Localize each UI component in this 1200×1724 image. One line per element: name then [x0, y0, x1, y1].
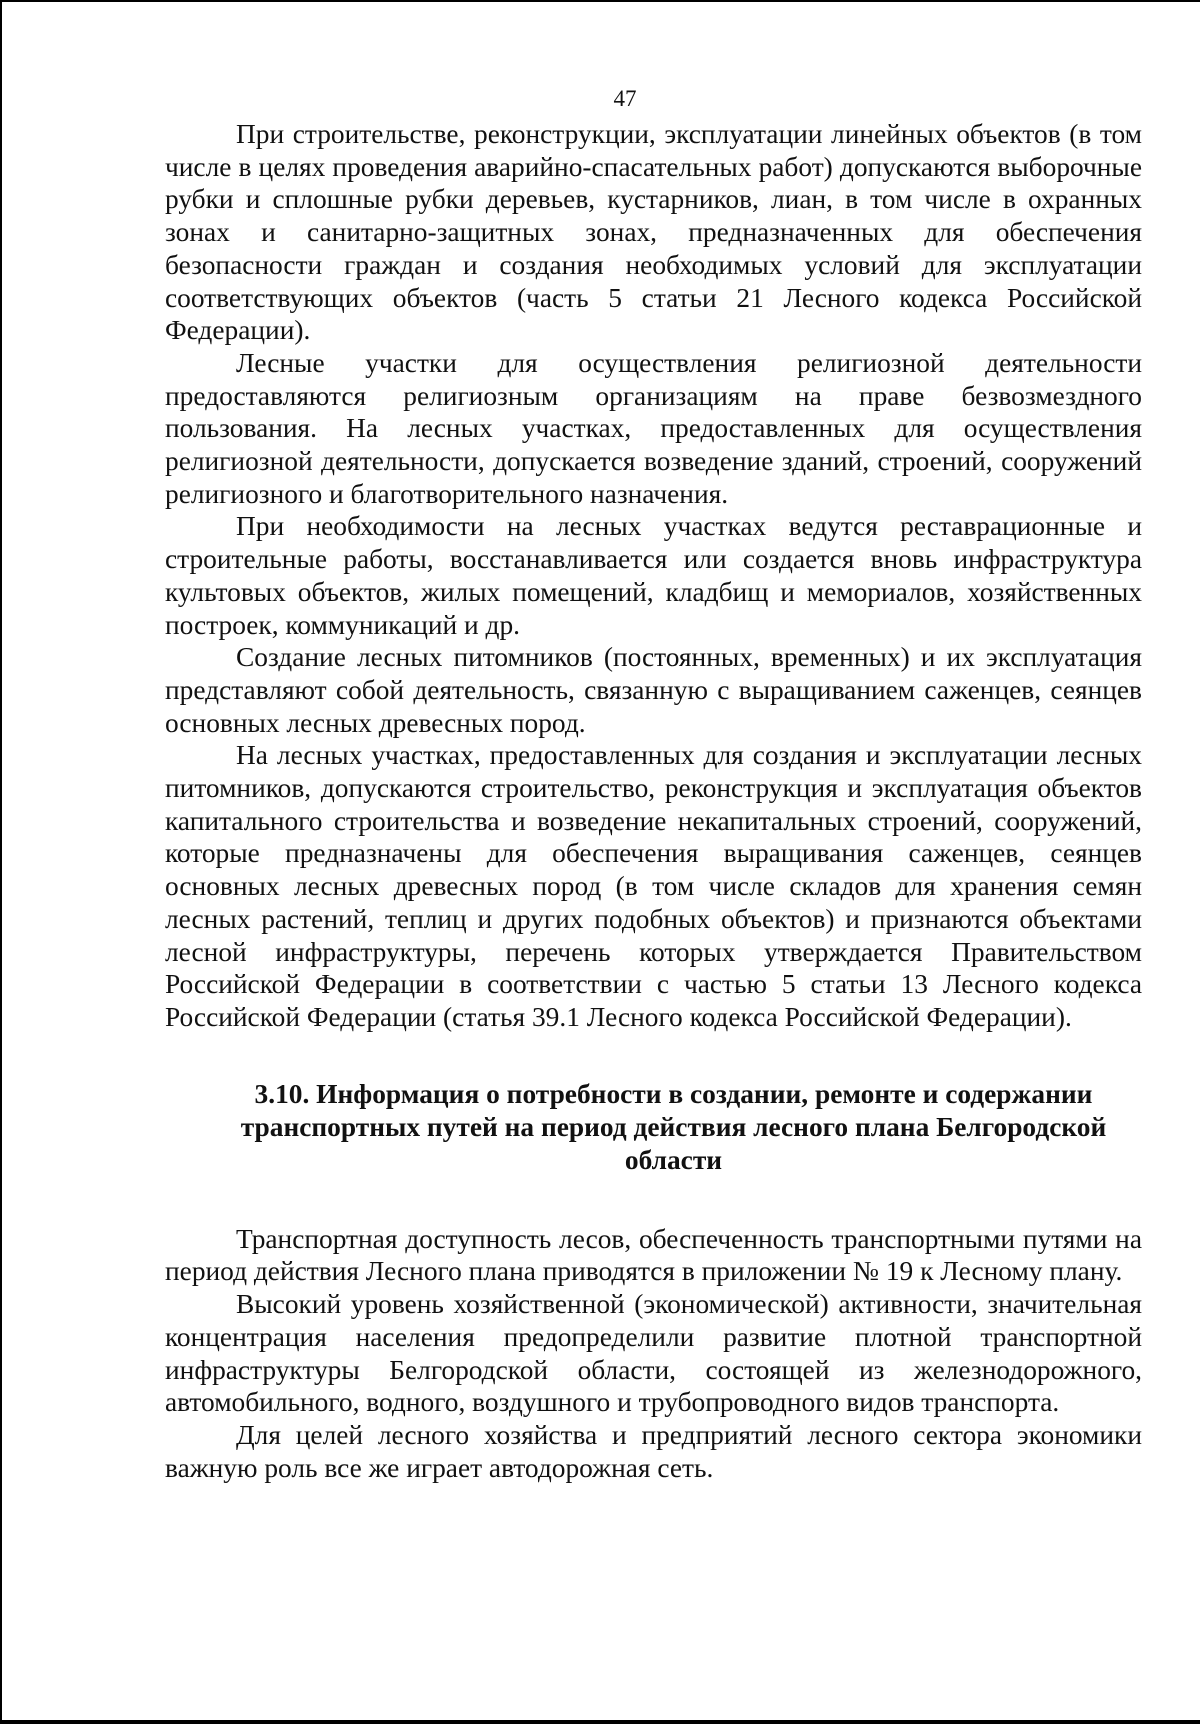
- scan-border-bottom: [0, 1720, 1200, 1724]
- paragraph-economic-activity: Высокий уровень хозяйственной (экономической) активности, значительная концентрация населения предопределили развитие плотной транспортной инфраструктуры Белгородской области, состоящей из железнодорожного, автомобильного, водного, воздушного и трубопроводного видов транспорта.: [165, 1289, 1142, 1418]
- section-heading-line-2: транспортных путей на период действия лесного плана Белгородской: [240, 1111, 1107, 1142]
- scan-border-left: [0, 0, 2, 1724]
- document-body: [165, 118, 1142, 1484]
- paragraph-restoration-works: При необходимости на лесных участках ведутся реставрационные и строительные работы, восстанавливается или создается вновь инфраструктура культовых объектов, жилых помещений, кладбищ и мемориалов, хозяйственных построек, коммуникаций и др.: [165, 511, 1142, 640]
- section-heading-line-1: 3.10. Информация о потребности в создании, ремонте и содержании: [254, 1078, 1093, 1109]
- paragraph-religious-activity: Лесные участки для осуществления религиозной деятельности предоставляются религиозным организациям на праве безвозмездного пользования. На лесных участках, предоставленных для осуществления религиозной деятельности, допускается возведение зданий, строений, сооружений религиозного и благотворительного назначения.: [165, 347, 1142, 509]
- paragraph-road-network: Для целей лесного хозяйства и предприятий лесного сектора экономики важную роль все же играет автодорожная сеть.: [165, 1419, 1142, 1483]
- paragraph-transport-accessibility: Транспортная доступность лесов, обеспеченность транспортными путями на период действия Лесного плана приводятся в приложении № 19 к Лесному плану.: [165, 1223, 1142, 1287]
- section-heading: [165, 1078, 1142, 1177]
- paragraph-nursery-infrastructure: На лесных участках, предоставленных для создания и эксплуатации лесных питомников, допускаются строительство, реконструкция и эксплуатация объектов капитального строительства и возведение некапитальных строений, сооружений, которые предназначены для обеспечения выращивания саженцев, сеянцев основных лесных древесных пород (в том числе складов для хранения семян лесных растений, теплиц и других подобных объектов) и признаются объектами лесной инфраструктуры, перечень которых утверждается Правительством Российской Федерации в соответствии с частью 5 статьи 13 Лесного кодекса Российской Федерации (статья 39.1 Лесного кодекса Российской Федерации).: [165, 740, 1142, 1032]
- page-number: 47: [613, 86, 637, 111]
- scan-border-top: [0, 0, 1200, 2]
- section-heading-line-3: области: [624, 1144, 723, 1175]
- paragraph-linear-objects: При строительстве, реконструкции, эксплуатации линейных объектов (в том числе в целях проведения аварийно-спасательных работ) допускаются выборочные рубки и сплошные рубки деревьев, кустарников, лиан, в том числе в охранных зонах и санитарно-защитных зонах, предназначенных для обеспечения безопасности граждан и создания необходимых условий для эксплуатации соответствующих объектов (часть 5 статьи 21 Лесного кодекса Российской Федерации).: [165, 119, 1142, 346]
- paragraph-forest-nurseries: Создание лесных питомников (постоянных, временных) и их эксплуатация представляют собой деятельность, связанную с выращиванием саженцев, сеянцев основных лесных древесных пород.: [165, 642, 1142, 738]
